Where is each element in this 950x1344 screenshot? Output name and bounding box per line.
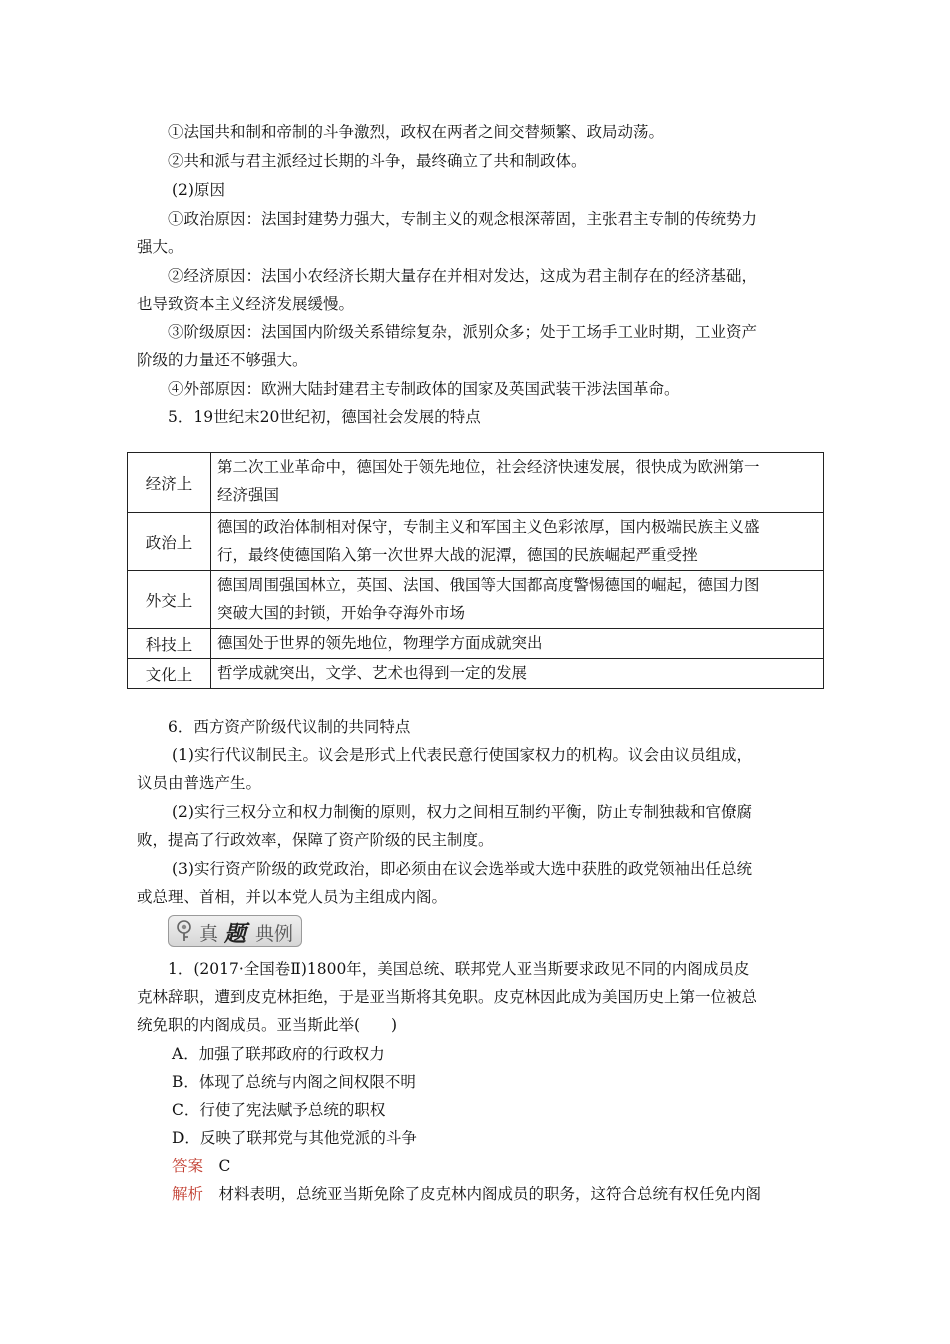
cell-line: 德国周围强国林立，英国、法国、俄国等大国都高度警惕德国的崛起，德国力图 [217,576,760,594]
analysis-text: 材料表明，总统亚当斯免除了皮克林内阁成员的职务，这符合总统有权任免内阁 [203,1185,762,1203]
paragraph: ①法国共和制和帝制的斗争激烈，政权在两者之间交替频繁、政局动荡。 [168,123,665,141]
cell-line: 突破大国的封锁，开始争夺海外市场 [217,604,466,622]
row-header: 经济上 [128,453,211,513]
germany-features-table [127,452,824,689]
table-row [128,453,824,513]
table-row [128,629,824,659]
row-content [211,659,824,689]
paragraph: ①政治原因：法国封建势力强大，专制主义的观念根深蒂固，主张君主专制的传统势力 [168,210,758,228]
paragraph: ②共和派与君主派经过长期的斗争，最终确立了共和制政体。 [168,152,587,170]
section-title: 5．19世纪末20世纪初，德国社会发展的特点 [168,408,481,426]
answer-line [172,1155,862,1177]
answer-value: C [203,1157,231,1175]
cell-line: 经济强国 [217,486,280,504]
analysis-line [172,1183,862,1205]
table-row [128,659,824,689]
banner-text: 典例 [255,923,294,945]
paragraph: (2)实行三权分立和权力制衡的原则，权力之间相互制约平衡，防止专制独裁和官僚腐 [172,803,752,821]
paragraph-continuation: 阶级的力量还不够强大。 [137,351,308,369]
row-content [211,453,824,513]
section-title: 6．西方资产阶级代议制的共同特点 [168,718,411,736]
exam-examples-banner [168,915,302,947]
paragraph: ③阶级原因：法国国内阶级关系错综复杂，派别众多；处于工场手工业时期，工业资产 [168,323,758,341]
paragraph-continuation: 也导致资本主义经济发展缓慢。 [137,295,355,313]
question-stem: 统免职的内阁成员。亚当斯此举( ) [137,1016,398,1034]
banner-char-emphasis: 题 [224,921,247,947]
paragraph-continuation: 议员由普选产生。 [137,774,262,792]
row-header: 科技上 [128,629,211,659]
cell-line: 行，最终使德国陷入第一次世界大战的泥潭，德国的民族崛起严重受挫 [217,546,698,564]
paragraph-continuation: 或总理、首相，并以本党人员为主组成内阁。 [137,888,448,906]
row-content [211,629,824,659]
cell-line: 哲学成就突出，文学、艺术也得到一定的发展 [217,664,528,682]
question-stem: 克林辞职，遭到皮克林拒绝，于是亚当斯将其免职。皮克林因此成为美国历史上第一位被总 [137,988,758,1006]
row-header: 外交上 [128,571,211,629]
paragraph: (3)实行资产阶级的政党政治，即必须由在议会选举或大选中获胜的政党领袖出任总统 [172,860,752,878]
paragraph-continuation: 强大。 [137,238,184,256]
analysis-label: 解析 [172,1185,204,1203]
paragraph: ②经济原因：法国小农经济长期大量存在并相对发达，这成为君主制存在的经济基础， [168,267,758,285]
table-row [128,571,824,629]
paragraph: (1)实行代议制民主。议会是形式上代表民意行使国家权力的机构。议会由议员组成， [172,746,752,764]
option-b: B．体现了总统与内阁之间权限不明 [172,1073,416,1091]
subheading: (2)原因 [172,181,225,199]
question-stem: 1．(2017·全国卷Ⅱ)1800年，美国总统、联邦党人亚当斯要求政见不同的内阁成员皮 [168,960,750,978]
option-d: D．反映了联邦党与其他党派的斗争 [172,1129,417,1147]
row-header: 文化上 [128,659,211,689]
key-icon [175,920,193,946]
option-a: A．加强了联邦政府的行政权力 [172,1045,385,1063]
cell-line: 德国的政治体制相对保守，专制主义和军国主义色彩浓厚，国内极端民族主义盛 [217,518,760,536]
paragraph-continuation: 败，提高了行政效率，保障了资产阶级的民主制度。 [137,831,494,849]
banner-char: 真 [199,923,219,945]
paragraph: ④外部原因：欧洲大陆封建君主专制政体的国家及英国武装干涉法国革命。 [168,380,680,398]
cell-line: 德国处于世界的领先地位，物理学方面成就突出 [217,634,543,652]
cell-line: 第二次工业革命中，德国处于领先地位，社会经济快速发展，很快成为欧洲第一 [217,458,760,476]
row-header: 政治上 [128,513,211,571]
row-content [211,571,824,629]
table-row [128,513,824,571]
option-c: C．行使了宪法赋予总统的职权 [172,1101,386,1119]
answer-label: 答案 [172,1157,204,1175]
row-content [211,513,824,571]
